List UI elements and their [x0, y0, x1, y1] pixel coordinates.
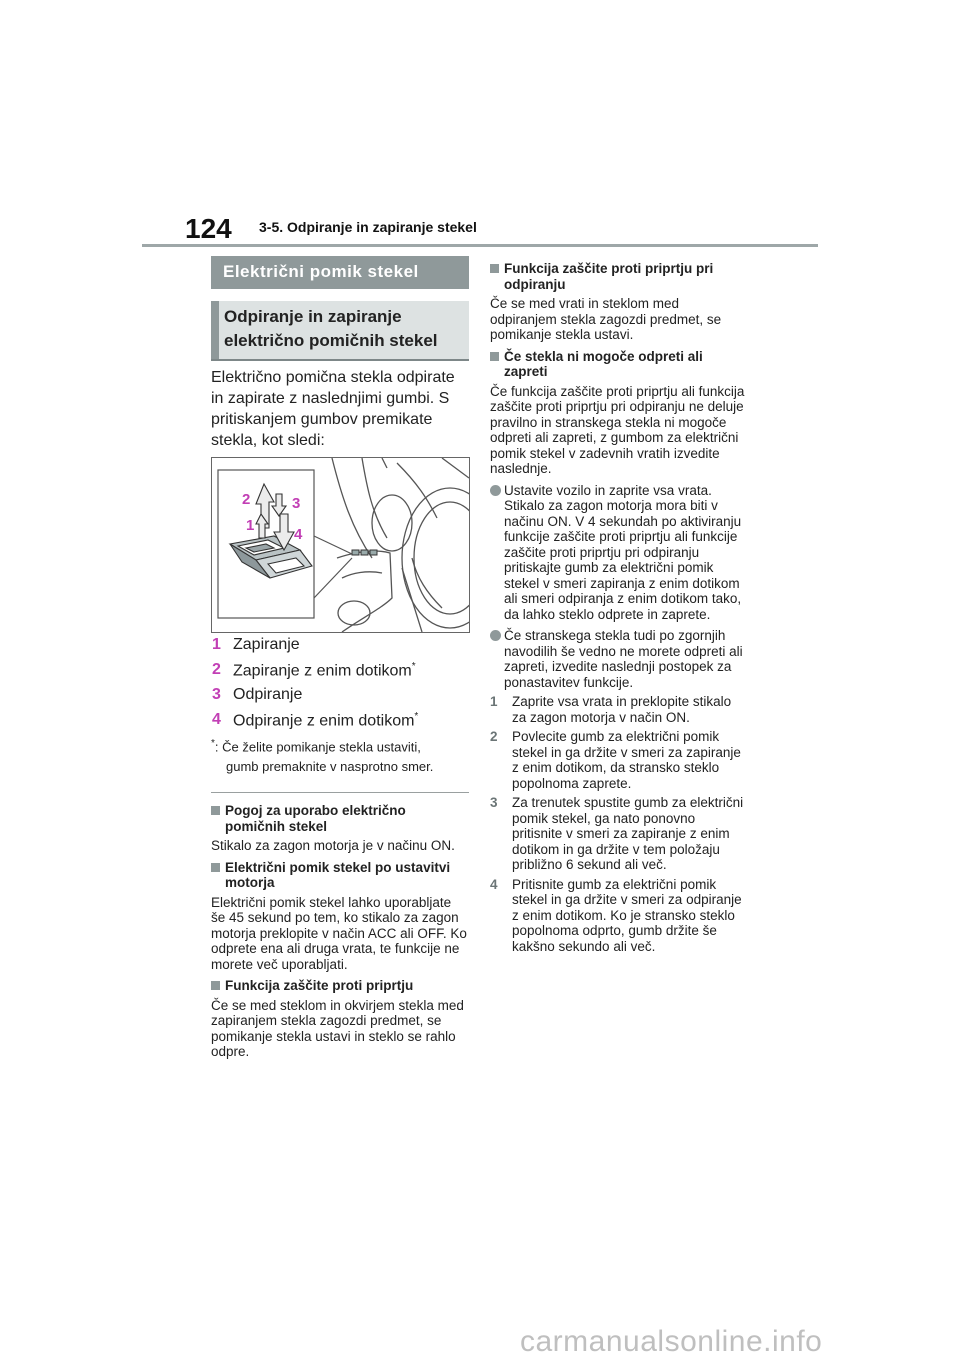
list-item: [211, 633, 469, 658]
figure-label-3: 3: [292, 495, 301, 512]
left-column-notes: [211, 797, 469, 1066]
list-label: Odpiranje: [233, 686, 303, 703]
note-heading: Električni pomik stekel po ustavitvi motorja: [211, 860, 469, 891]
list-number: 2: [212, 661, 221, 678]
list-item: [211, 658, 469, 683]
step-number: 1: [490, 694, 498, 709]
circle-bullet-icon: [490, 485, 501, 496]
footnote: [211, 734, 469, 777]
list-number: 3: [212, 686, 221, 703]
step-number: 3: [490, 795, 498, 810]
footnote-star: *: [211, 738, 215, 749]
dashboard-drawing: [212, 458, 469, 632]
header-divider: [142, 244, 818, 247]
bullet-item: Ustavite vozilo in zaprite vsa vrata. Stikalo za zagon motorja mora biti v načinu ON. V 4 sekundah po aktiviranju funkcije zaščite proti priprtju ali funkcije zaščite proti priprtju pri odpiranju pritiskajte gumb za električni pomik stekel v smeri zapiranja z enim dotikom ali smeri odpiranja z enim dotikom tako, da lahko steklo odprete in zaprete.: [490, 483, 748, 623]
bullet-item: Če stranskega stekla tudi po zgornjih navodilih še vedno ne morete odpreti ali zapreti, izvedite naslednji postopek za ponastavitev funkcije.: [490, 628, 748, 690]
list-label: Odpiranje z enim dotikom: [233, 712, 415, 730]
footnote-line-1: : Če želite pomikanje stekla ustaviti,: [214, 739, 421, 755]
step-item: 3 Za trenutek spustite gumb za električni pomik stekel, ga nato ponovno pritisnite v smeri za zapiranje z enim dotikom in ga držite v tem položaju približno 6 sekund ali več.: [490, 795, 744, 872]
page-number: 124: [185, 213, 232, 244]
square-bullet-icon: [211, 863, 220, 872]
step-item: 1 Zaprite vsa vrata in preklopite stikalo za zagon motorja v način ON.: [490, 694, 732, 725]
note-heading: Funkcija zaščite proti priprtju: [211, 978, 469, 994]
subsection-title: Odpiranje in zapiranje električno pomičnih stekel: [224, 307, 438, 350]
list-item: [211, 683, 469, 708]
figure-label-4: 4: [294, 526, 303, 543]
note-heading: Če stekla ni mogoče odpreti ali zapreti: [490, 349, 748, 380]
subsection-header: [211, 301, 469, 361]
square-bullet-icon: [211, 981, 220, 990]
note-text: Če funkcija zaščite proti priprtju ali funkcija zaščite proti priprtju pri odpiranju ne deluje pravilno in stranskega stekla ni mogoče odpreti ali zapreti, z gumbom za električni pomik stekel v zadevnih vratih izvedite naslednje.: [490, 383, 745, 476]
section-title: Električni pomik stekel: [223, 262, 419, 281]
section-banner: [211, 256, 469, 289]
section-divider: [211, 792, 469, 793]
square-bullet-icon: [490, 352, 499, 361]
circle-bullet-icon: [490, 630, 501, 641]
subsection-accent-bar: [211, 301, 219, 359]
square-bullet-icon: [490, 264, 499, 273]
chapter-title: 3-5. Odpiranje in zapiranje stekel: [259, 219, 477, 235]
step-number: 4: [490, 876, 498, 892]
list-number: 1: [212, 636, 221, 653]
square-bullet-icon: [211, 806, 220, 815]
intro-text: Električno pomična stekla odpirate in zapirate z naslednjimi gumbi. S pritiskanjem gumbov premikate stekla, kot sledi:: [211, 369, 455, 449]
step-number: 2: [490, 729, 498, 744]
footnote-line-2: gumb premaknite v nasprotno smer.: [226, 759, 434, 775]
note-heading: Pogoj za uporabo električno pomičnih stekel: [211, 803, 469, 834]
list-number: 4: [212, 711, 221, 728]
figure-label-2: 2: [242, 491, 251, 508]
footnote-marker: *: [411, 661, 416, 672]
list-label: Zapiranje: [233, 636, 300, 653]
step-item: 2 Povlecite gumb za električni pomik stekel in ga držite v smeri za zapiranje z enim dotikom, da stransko steklo popolnoma zaprete.: [490, 729, 741, 791]
button-function-list: [211, 633, 469, 733]
list-label: Zapiranje z enim dotikom: [233, 662, 412, 680]
window-switch-illustration: [211, 457, 470, 633]
note-heading: Funkcija zaščite proti priprtju pri odpiranju: [490, 261, 748, 292]
note-text: Stikalo za zagon motorja je v načinu ON.: [211, 838, 455, 853]
list-item: [211, 708, 469, 733]
note-text: Če se med vrati in steklom med odpiranjem stekla zagozdi predmet, se pomikanje stekla ustavi.: [490, 296, 722, 342]
note-text: Če se med steklom in okvirjem stekla med zapiranjem stekla zagozdi predmet, se pomikanje stekla ustavi in steklo se rahlo odpre.: [211, 997, 464, 1059]
note-text: Električni pomik stekel lahko uporabljate še 45 sekund po tem, ko stikalo za zagon motorja preklopite v način ACC ali OFF. Ko odprete ena ali druga vrata, te funkcije ne morete več uporabljati.: [211, 894, 467, 972]
watermark: carmanualsonline.info: [520, 1325, 823, 1358]
step-item: 4 Pritisnite gumb za električni pomik stekel in ga držite v smeri za odpiranje z enim dotikom. Ko je stransko steklo popolnoma odprto, gumb držite še kakšno sekundo ali več.: [490, 876, 742, 954]
figure-label-1: 1: [246, 517, 255, 534]
footnote-marker: *: [414, 711, 419, 722]
right-column-notes: [490, 255, 748, 954]
